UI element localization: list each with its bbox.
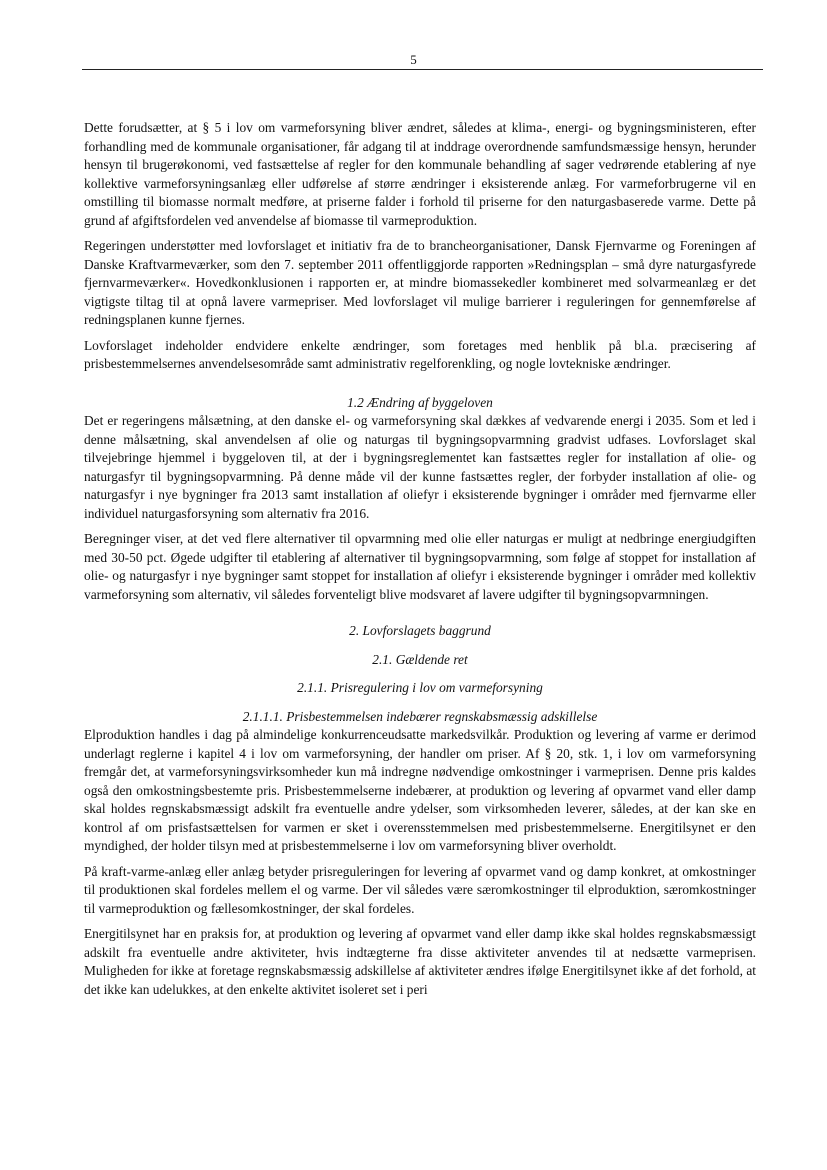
body-paragraph: Beregninger viser, at det ved flere alternativer til opvarmning med olie eller naturgas er muligt at nedbringe energiudgiften med 30-50 pct. Øgede udgifter til etablering af alternativer til bygningsopvarmning, som følge af stoppet for installation af olie- og naturgasfyr i nye bygninger samt stoppet for installation af oliefyr i eksisterende bygninger i områder med kollektiv varmeforsyning som alternativ, vil således forventeligt blive modsvaret af lavere udgifter til bygningsopvarmningen. [84, 531, 756, 602]
page-number: 5 [410, 52, 417, 67]
section-heading-2-1: 2.1. Gældende ret [372, 651, 468, 667]
section-heading-1-2: 1.2 Ændring af byggeloven [347, 394, 493, 410]
body-paragraph: Energitilsynet har en praksis for, at produktion og levering af opvarmet vand eller damp ikke skal holdes regnskabsmæssigt adskilt fra eventuelle andre aktiviteter, hvis indtægterne fra disse aktiviteter anvendes til at nedsætte varmeprisen. Muligheden for ikke at foretage regnskabsmæssig adskillelse af aktiviteter ændres ifølge Energitilsynet ikke af det forhold, at det ikke kan udelukkes, at den enkelte aktivitet isoleret set i peri [84, 926, 756, 997]
body-paragraph: Lovforslaget indeholder endvidere enkelte ændringer, som foretages med henblik på bl.a. præcisering af prisbestemmelsernes anvendelsesområde samt administrativ regelforenkling, og nogle lovtekniske ændringer. [84, 337, 756, 371]
section-heading-2-1-1-1: 2.1.1.1. Prisbestemmelsen indebærer regnskabsmæssig adskillelse [242, 708, 598, 724]
section-heading-2-1-1: 2.1.1. Prisregulering i lov om varmeforsyning [297, 680, 543, 695]
body-paragraph: Elproduktion handles i dag på almindelige konkurrenceudsatte markedsvilkår. Produktion og levering af varme er derimod underlagt reglerne i kapitel 4 i lov om varmeforsyning, der handler om priser. Af § 20, stk. 1, i lov om varmeforsyning fremgår det, at varmeforsyningsvirksomheder kun må indregne nødvendige omkostninger i varmeprisen. Denne pris kaldes også den omkostningsbestemte pris. Prisbestemmelserne indebærer, at produktion og levering af opvarmet vand eller damp skal holdes regnskabsmæssigt adskilt fra eventuelle andre ydelser, som virksomheden leverer, således, at der kan ske en kontrol af om prisfastsættelsen for varmen er sket i overensstemmelsen med prisbestemmelserne. Energitilsynet er den myndighed, der holder tilsyn med at prisbestemmelserne i lov om varmeforsyning bliver overholdt. [84, 727, 756, 853]
body-paragraph: Dette forudsætter, at § 5 i lov om varmeforsyning bliver ændret, således at klima-, energi- og bygningsministeren, efter forhandling med de kommunale organisationer, får adgang til at inddrage overordnende samfundsmæssige hensyn, herunder hensyn til brugerøkonomi, ved fastsættelse af regler for den kommunale behandling af sager vedrørende etablering af nye kollektive varmeforsyningsanlæg eller udførelse af større ændringer i eksisterende anlæg. For varmeforbrugerne vil en omstilling til biomasse normalt medføre, at priserne falder i forhold til priserne for den naturgasbaserede varme. Dette på grund af afgiftsfordelen ved anvendelse af biomasse til varmeproduktion. [84, 120, 756, 228]
section-heading-2: 2. Lovforslagets baggrund [349, 623, 491, 638]
body-paragraph: Det er regeringens målsætning, at den danske el- og varmeforsyning skal dækkes af vedvarende energi i 2035. Som et led i denne målsætning, skal anvendelsen af olie og naturgas til bygningsopvarmning gradvist udfases. Lovforslaget skal tilvejebringe hjemmel i byggeloven til, at der i bygningsreglementet kan fastsættes regler for installation af olie- og naturgasfyr til bygningsopvarmning. På denne måde vil der kunne fastsættes regler, der forbyder installation af olie- og naturgasfyr i nye bygninger fra 2013 samt installation af oliefyr i eksisterende bygninger i områder med fjernvarme eller individuel naturgasforsyning som alternativ fra 2016. [84, 413, 756, 521]
document-body [84, 119, 756, 1006]
body-paragraph: På kraft-varme-anlæg eller anlæg betyder prisreguleringen for levering af opvarmet vand og damp konkret, at omkostninger til produktionen skal fordeles mellem el og varme. Der vil således være særomkostninger til elproduktion, særomkostninger til varmeproduktion og fællesomkostninger, der skal fordeles. [84, 863, 756, 916]
header-rule [82, 69, 763, 70]
body-paragraph: Regeringen understøtter med lovforslaget et initiativ fra de to brancheorganisationer, Dansk Fjernvarme og Foreningen af Danske Kraftvarmeværker, som den 7. september 2011 offentliggjorde rapporten »Redningsplan – små dyre naturgasfyrede fjernvarmeværker«. Hovedkonklusionen i rapporten er, at mindre biomassekedler kombineret med solvarmeanlæg er det vigtigste tiltag til at opnå lavere varmepriser. Med lovforslaget vil mulige barrierer i reguleringen for gennemførelse af redningsplanen kunne fjernes. [84, 238, 756, 327]
